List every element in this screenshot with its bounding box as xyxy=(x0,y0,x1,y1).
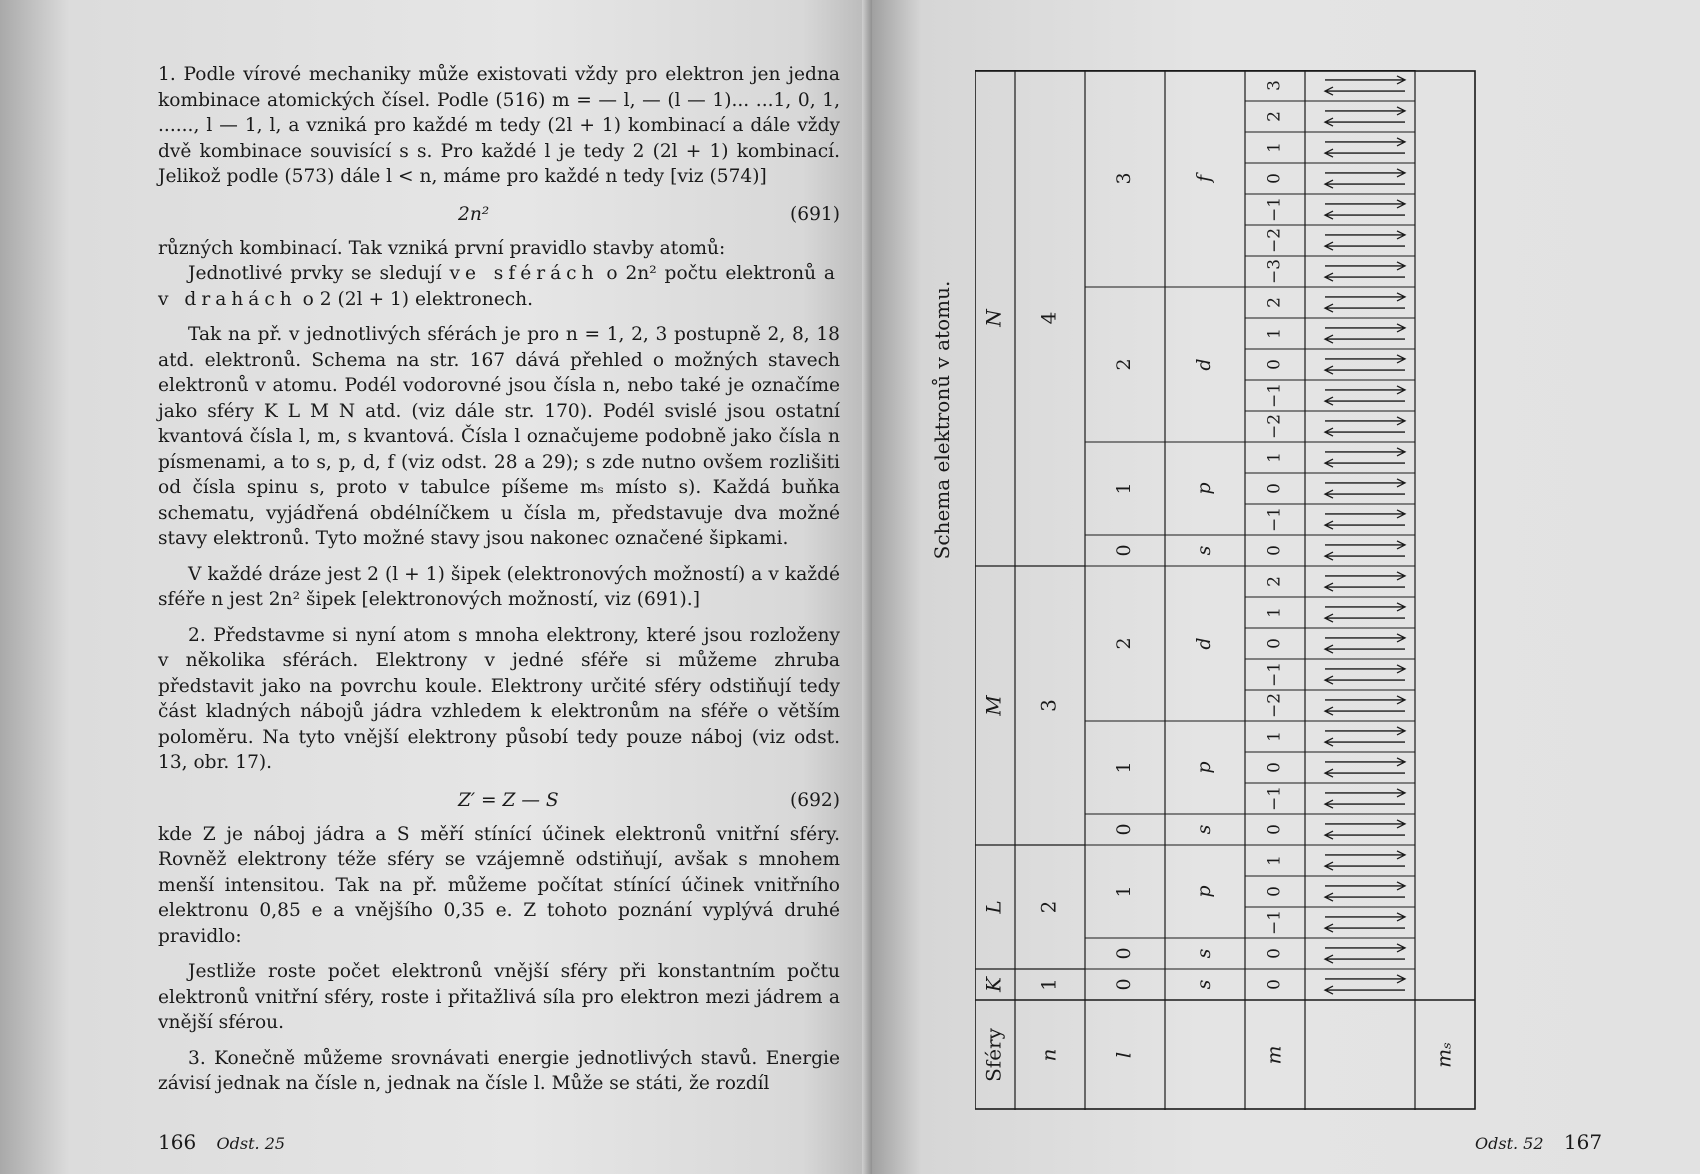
sphere-name: M xyxy=(981,695,1006,716)
m-value: 0 xyxy=(1264,948,1285,959)
m-value: 2 xyxy=(1264,297,1285,308)
arrow-left-icon xyxy=(1325,862,1405,870)
orbital-l: 0 xyxy=(1113,823,1135,836)
arrow-left-icon xyxy=(1325,87,1405,95)
m-value: 0 xyxy=(1264,483,1285,494)
arrow-left-icon xyxy=(1325,521,1405,529)
arrow-right-icon xyxy=(1325,169,1405,177)
arrow-left-icon xyxy=(1325,583,1405,591)
arrow-right-icon xyxy=(1325,293,1405,301)
arrow-left-icon xyxy=(1325,893,1405,901)
arrow-right-icon xyxy=(1325,200,1405,208)
orbital-symbol: d xyxy=(1193,358,1215,371)
equation-691-expr: 2n² xyxy=(458,203,490,225)
m-value: 1 xyxy=(1264,731,1285,742)
orbital-l: 0 xyxy=(1113,978,1135,991)
m-value: 2 xyxy=(1264,111,1285,122)
m-value: −3 xyxy=(1264,258,1285,285)
arrow-right-icon xyxy=(1325,107,1405,115)
left-text-column xyxy=(158,62,840,1097)
arrow-right-icon xyxy=(1325,510,1405,518)
orbital-symbol: s xyxy=(1193,824,1215,835)
arrow-right-icon xyxy=(1325,975,1405,983)
label-m: m xyxy=(1261,1045,1286,1065)
m-value: 1 xyxy=(1264,328,1285,339)
arrow-left-icon xyxy=(1325,738,1405,746)
page-number-right: 167 xyxy=(1563,1130,1603,1154)
m-value: 0 xyxy=(1264,359,1285,370)
arrow-right-icon xyxy=(1325,572,1405,580)
arrow-right-icon xyxy=(1325,727,1405,735)
equation-692-expr: Z′ = Z — S xyxy=(458,789,559,811)
arrow-left-icon xyxy=(1325,366,1405,374)
arrow-left-icon xyxy=(1325,211,1405,219)
arrow-right-icon xyxy=(1325,696,1405,704)
m-value: −2 xyxy=(1264,413,1285,440)
orbital-l: 0 xyxy=(1113,947,1135,960)
schema-caption: Schema elektronů v atomu. xyxy=(930,280,954,560)
arrow-right-icon xyxy=(1325,541,1405,549)
m-value: −1 xyxy=(1264,661,1285,688)
rule-1-part-c: o 2n² počtu elektronů xyxy=(606,263,817,284)
label-ms: mₛ xyxy=(1431,1042,1456,1068)
orbital-l: 2 xyxy=(1113,358,1135,371)
arrow-right-icon xyxy=(1325,138,1405,146)
arrow-left-icon xyxy=(1325,335,1405,343)
m-value: −1 xyxy=(1264,785,1285,812)
arrow-right-icon xyxy=(1325,944,1405,952)
left-footer xyxy=(158,1130,285,1154)
orbital-l: 1 xyxy=(1113,761,1135,774)
arrow-left-icon xyxy=(1325,552,1405,560)
m-value: 0 xyxy=(1264,173,1285,184)
orbital-symbol: p xyxy=(1193,482,1215,495)
arrow-left-icon xyxy=(1325,149,1405,157)
m-value: 0 xyxy=(1264,762,1285,773)
m-value: 0 xyxy=(1264,638,1285,649)
m-value: −1 xyxy=(1264,909,1285,936)
m-value: 0 xyxy=(1264,824,1285,835)
sphere-name: N xyxy=(981,309,1006,327)
arrow-left-icon xyxy=(1325,707,1405,715)
sphere-n: 1 xyxy=(1036,978,1061,991)
orbital-symbol: s xyxy=(1193,948,1215,959)
paragraph-2: 2. Představme si nyní atom s mnoha elektrony, které jsou rozloženy v několika sférách. Elektrony v jedné sféře si můžeme zhruba představit jako na povrchu koule. Elektrony určité sféry odstiňují tedy část kladných nábojů jádra vzhledem k elektronům na sféře o větším poloměru. Na tyto vnější elektrony působí tedy pouze náboj (viz odst. 13, obr. 17). xyxy=(158,624,840,773)
sphere-n: 4 xyxy=(1036,311,1061,325)
arrow-left-icon xyxy=(1325,180,1405,188)
sphere-name: L xyxy=(981,900,1006,914)
orbital-symbol: p xyxy=(1193,885,1215,898)
label-n: n xyxy=(1036,1048,1061,1062)
m-value: 0 xyxy=(1264,979,1285,990)
rule-2: Jestliže roste počet elektronů vnější sféry při konstantním počtu elektronů vnitřní sféry, roste i přitažlivá síla pro elektron mezi jádrem a vnější sférou. xyxy=(158,961,840,1033)
m-value: 1 xyxy=(1264,142,1285,153)
paragraph-arrows: V každé dráze jest 2 (l + 1) šipek (elektronových možností) a v každé sféře n jest 2n² šipek [elektronových možností, viz (691).] xyxy=(158,563,840,610)
arrow-right-icon xyxy=(1325,758,1405,766)
orbital-symbol: p xyxy=(1193,761,1215,774)
arrow-right-icon xyxy=(1325,417,1405,425)
paragraph-1: 1. Podle vírové mechaniky může existovati vždy pro elektron jen jedna kombinace atomických čísel. Podle (516) m = — l, — (l — 1)... ...1, 0, 1, ......, l — 1, l, a vzniká pro každé m tedy (2l + 1) kombinací a dále vždy dvě kombinace souvisící s s. Pro každé l je tedy 2 (2l + 1) kombinací. Jelikož podle (573) dále l < n, máme pro každé n tedy [viz (574)] xyxy=(158,64,840,187)
arrow-left-icon xyxy=(1325,924,1405,932)
orbital-l: 1 xyxy=(1113,885,1135,898)
paragraph-after-692: kde Z je náboj jádra a S měří stínící účinek elektronů vnitřní sféry. Rovněž elektrony téže sféry se vzájemně odstiňují, avšak s mnohem menší intensitou. Tak na př. můžeme počítat stínící účinek vnitřního elektronu 0,85 e a vnějšího 0,35 e. Z tohoto poznání vyplývá druhé pravidlo: xyxy=(158,823,840,947)
m-value: −1 xyxy=(1264,382,1285,409)
rule-1-part-d: a v drahách xyxy=(158,263,840,310)
table-frame xyxy=(975,71,1475,1109)
equation-691 xyxy=(158,198,840,232)
rule-1-part-e: o 2 (2l + 1) elektronech. xyxy=(302,288,533,310)
m-value: 1 xyxy=(1264,452,1285,463)
sphere-name: K xyxy=(981,977,1006,992)
paragraph-after-691: různých kombinací. Tak vzniká první pravidlo stavby atomů: xyxy=(158,237,726,259)
rule-1 xyxy=(158,261,840,312)
arrow-right-icon xyxy=(1325,262,1405,270)
orbital-l: 2 xyxy=(1113,637,1135,650)
m-value: 2 xyxy=(1264,576,1285,587)
arrow-left-icon xyxy=(1325,986,1405,994)
label-l: l xyxy=(1111,1051,1136,1059)
arrow-left-icon xyxy=(1325,304,1405,312)
arrow-left-icon xyxy=(1325,397,1405,405)
orbital-symbol: f xyxy=(1193,174,1215,183)
arrow-right-icon xyxy=(1325,355,1405,363)
m-value: 0 xyxy=(1264,545,1285,556)
orbital-l: 0 xyxy=(1113,544,1135,557)
equation-692 xyxy=(158,784,840,818)
arrow-right-icon xyxy=(1325,882,1405,890)
arrow-left-icon xyxy=(1325,769,1405,777)
arrow-left-icon xyxy=(1325,273,1405,281)
m-value: −1 xyxy=(1264,196,1285,223)
m-value: 0 xyxy=(1264,886,1285,897)
arrow-left-icon xyxy=(1325,242,1405,250)
paragraph-3: 3. Konečně můžeme srovnávati energie jednotlivých stavů. Energie závisí jednak na čísle n, jednak na čísle l. Může se státi, že rozdíl xyxy=(158,1047,840,1094)
arrow-right-icon xyxy=(1325,820,1405,828)
arrow-left-icon xyxy=(1325,955,1405,963)
right-footer xyxy=(1475,1130,1602,1154)
orbital-symbol: s xyxy=(1193,979,1215,990)
arrow-right-icon xyxy=(1325,665,1405,673)
arrow-right-icon xyxy=(1325,851,1405,859)
arrow-left-icon xyxy=(1325,459,1405,467)
equation-691-number: (691) xyxy=(790,203,840,225)
arrow-left-icon xyxy=(1325,645,1405,653)
arrow-right-icon xyxy=(1325,76,1405,84)
arrow-left-icon xyxy=(1325,800,1405,808)
label-spheres: Sféry xyxy=(981,1028,1006,1082)
arrow-left-icon xyxy=(1325,428,1405,436)
page-number-left: 166 xyxy=(158,1130,197,1154)
arrow-left-icon xyxy=(1325,118,1405,126)
orbital-symbol: d xyxy=(1193,637,1215,650)
m-value: 1 xyxy=(1264,607,1285,618)
sphere-n: 3 xyxy=(1036,699,1061,712)
arrow-right-icon xyxy=(1325,324,1405,332)
electron-schema-table xyxy=(975,70,1615,1110)
arrow-right-icon xyxy=(1325,479,1405,487)
arrow-left-icon xyxy=(1325,676,1405,684)
arrow-right-icon xyxy=(1325,789,1405,797)
arrow-left-icon xyxy=(1325,490,1405,498)
rule-1-part-a: Jednotlivé prvky se sledují xyxy=(188,263,442,284)
m-value: 3 xyxy=(1264,80,1285,91)
sphere-n: 2 xyxy=(1036,900,1061,914)
orbital-l: 1 xyxy=(1113,482,1135,495)
m-value: −1 xyxy=(1264,506,1285,533)
section-ref-right: Odst. 52 xyxy=(1475,1134,1544,1153)
arrow-right-icon xyxy=(1325,603,1405,611)
arrow-right-icon xyxy=(1325,231,1405,239)
m-value: −2 xyxy=(1264,227,1285,254)
section-ref-left: Odst. 25 xyxy=(216,1134,286,1153)
arrow-right-icon xyxy=(1325,386,1405,394)
equation-692-number: (692) xyxy=(790,789,840,811)
arrow-right-icon xyxy=(1325,634,1405,642)
arrow-right-icon xyxy=(1325,913,1405,921)
orbital-l: 3 xyxy=(1113,172,1135,185)
arrow-right-icon xyxy=(1325,448,1405,456)
rule-1-part-b: ve sférách xyxy=(449,263,599,284)
m-value: −2 xyxy=(1264,692,1285,719)
paragraph-example: Tak na př. v jednotlivých sférách je pro n = 1, 2, 3 postupně 2, 8, 18 atd. elektronů. Schema na str. 167 dává přehled o možných stavech elektronů v atomu. Podél vodorovné jsou čísla n, nebo také je označíme jako sféry K L M N atd. (viz dále str. 170). Podél svislé jsou ostatní kvantová čísla l, m, s kvantová. Čísla l označujeme podobně jako čísla n písmenami, a to s, p, d, f (viz odst. 28 a 29); s zde nutno ovšem rozlišiti od čísla spinu s, proto v tabulce píšeme mₛ místo s). Každá buňka schematu, vyjádřená obdélníčkem u čísla m, představuje dva možné stavy elektronů. Tyto možné stavy jsou nakonec označené šipkami. xyxy=(158,324,840,549)
m-value: 1 xyxy=(1264,855,1285,866)
orbital-symbol: s xyxy=(1193,545,1215,556)
arrow-left-icon xyxy=(1325,614,1405,622)
arrow-left-icon xyxy=(1325,831,1405,839)
